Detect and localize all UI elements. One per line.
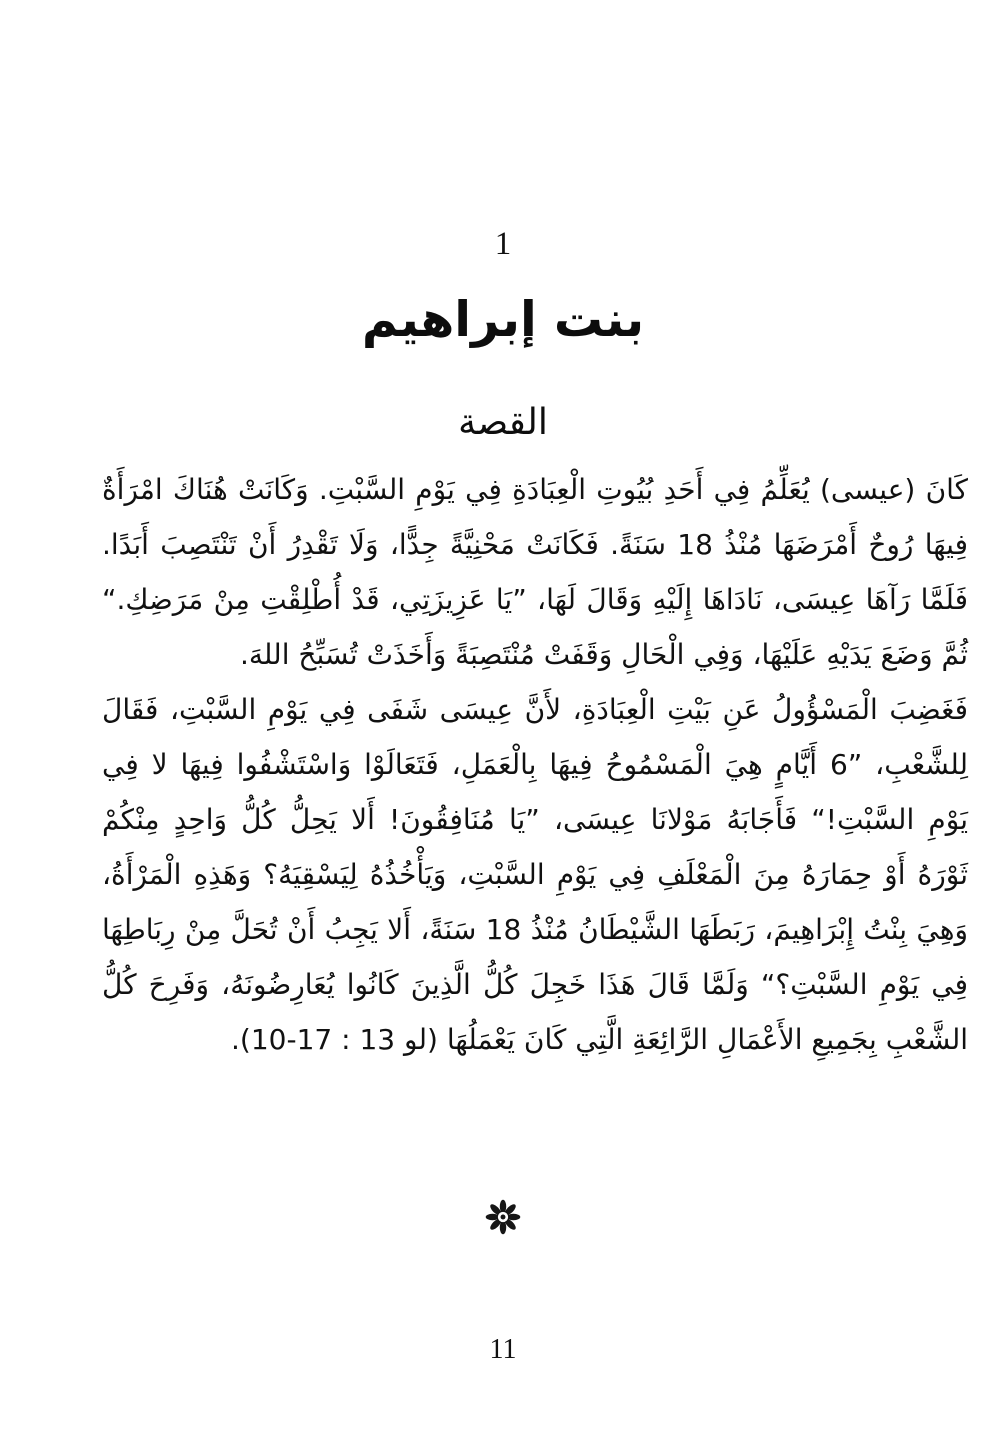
section-end-ornament [0,1198,1006,1236]
chapter-title: بنت إبراهيم [361,291,645,348]
story-body [102,462,968,1067]
eight-petal-rosette-icon [484,1198,522,1236]
page-number: 11 [489,1334,517,1365]
chapter-number: 1 [494,226,512,262]
story-paragraph: كَانَ (عيسى) يُعَلِّمُ فِي أَحَدِ بُيُوتِ الْعِبَادَةِ فِي يَوْمِ السَّبْتِ. وَكَانَتْ هُنَاكَ امْرَأَةٌ فِيهَا رُوحٌ أَمْرَضَهَا مُنْذُ 18 سَنَةً. فَكَانَتْ مَحْنِيَّةً جِدًّا، وَلَا تَقْدِرُ أَنْ تَنْتَصِبَ أَبَدًا. فَلَمَّا رَآهَا عِيسَى، نَادَاهَا إِلَيْهِ وَقَالَ لَهَا، ”يَا عَزِيزَتِي، قَدْ أُطْلِقْتِ مِنْ مَرَضِكِ.“ ثُمَّ وَضَعَ يَدَيْهِ عَلَيْهَا، وَفِي الْحَالِ وَقَفَتْ مُنْتَصِبَةً وَأَخَذَتْ تُسَبِّحُ اللهَ. [102,473,968,671]
story-paragraph: فَغَضِبَ الْمَسْؤُولُ عَنِ بَيْتِ الْعِبَادَةِ، لأَنَّ عِيسَى شَفَى فِي يَوْمِ السَّبْتِ، فَقَالَ لِلشَّعْبِ، ”6 أَيَّامٍ هِيَ الْمَسْمُوحُ فِيهَا بِالْعَمَلِ، فَتَعَالَوْا وَاسْتَشْفُوا فِيهَا لا فِي يَوْمِ السَّبْتِ!“ فَأَجَابَهُ مَوْلانَا عِيسَى، ”يَا مُنَافِقُونَ! أَلا يَحِلُّ كُلُّ وَاحِدٍ مِنْكُمْ ثَوْرَهُ أَوْ حِمَارَهُ مِنَ الْمَعْلَفِ فِي يَوْمِ السَّبْتِ، وَيَأْخُذُهُ لِيَسْقِيَهُ؟ وَهَذِهِ الْمَرْأَةُ، وَهِيَ بِنْتُ إِبْرَاهِيمَ، رَبَطَهَا الشَّيْطَانُ مُنْذُ 18 سَنَةً، أَلا يَجِبُ أَنْ تُحَلَّ مِنْ رِبَاطِهَا فِي يَوْمِ السَّبْتِ؟“ وَلَمَّا قَالَ هَذَا خَجِلَ كُلُّ الَّذِينَ كَانُوا يُعَارِضُونَهُ، وَفَرِحَ كُلُّ الشَّعْبِ بِجَمِيعِ الأَعْمَالِ الرَّائِعَةِ الَّتِي كَانَ يَعْمَلُهَا (لو 13 : 17-10). [102,693,968,1056]
section-heading: القصة [458,402,548,443]
